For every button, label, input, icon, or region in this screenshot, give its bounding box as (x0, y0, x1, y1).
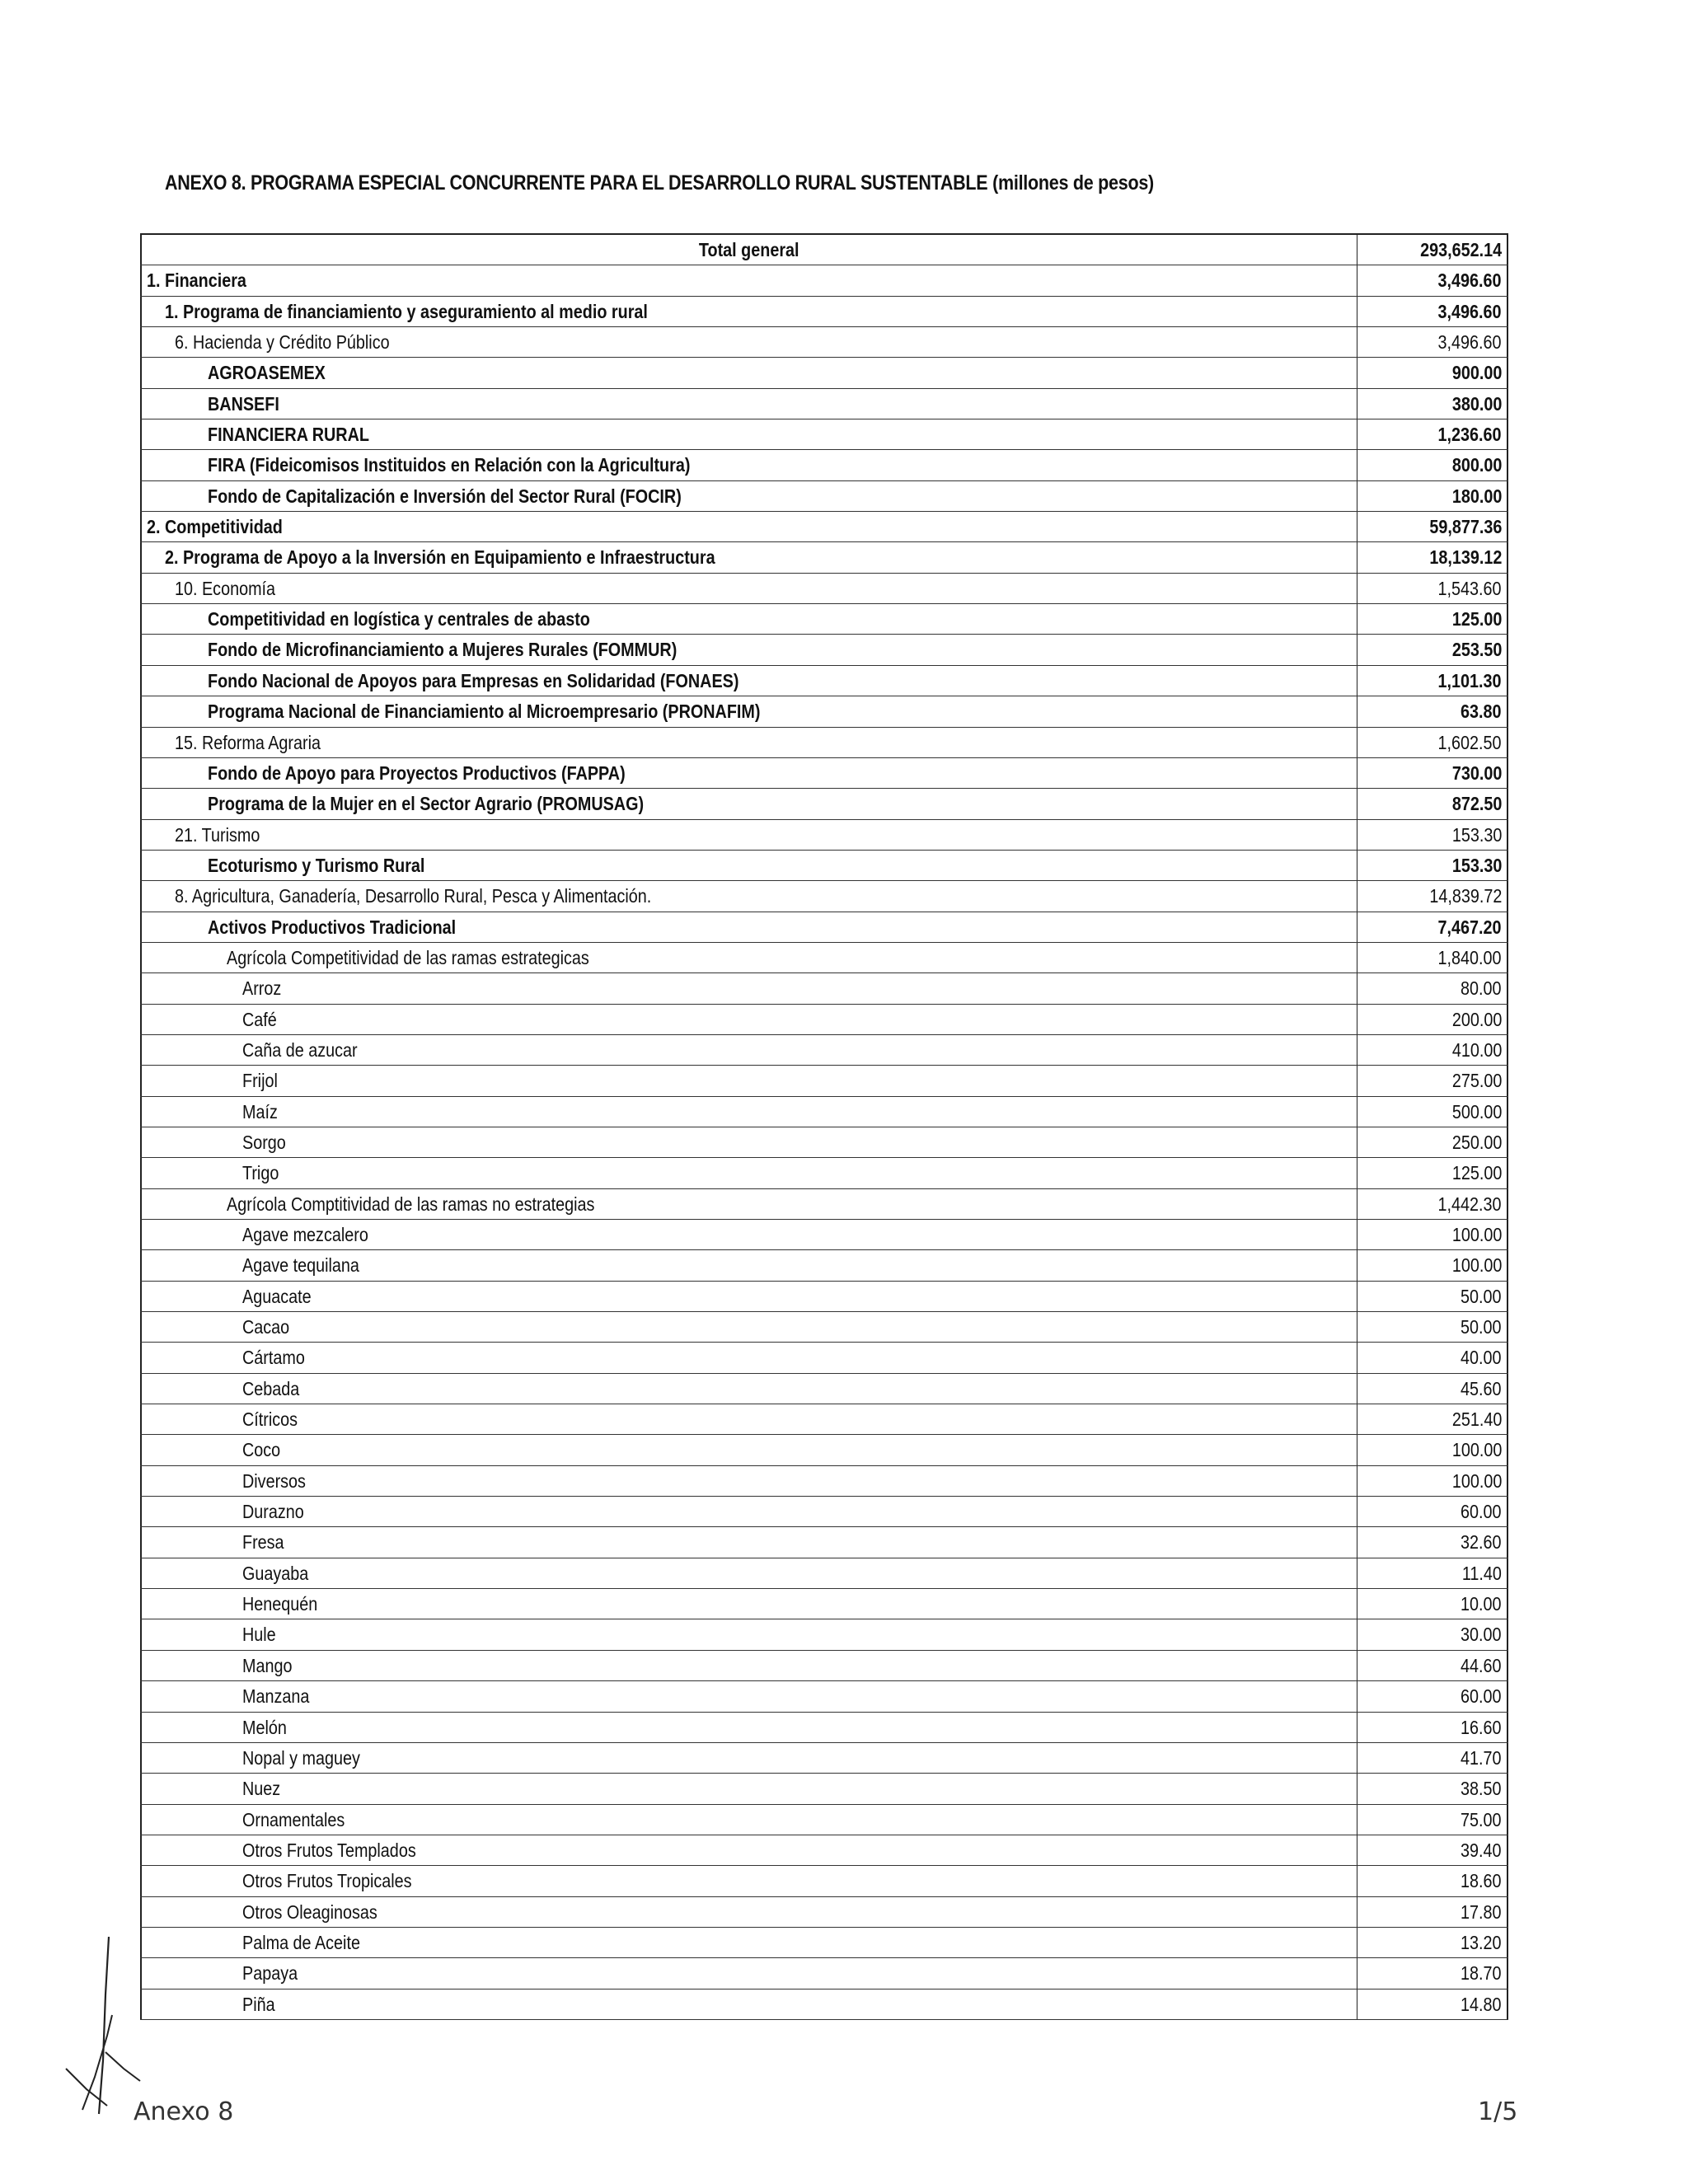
row-label-cell (140, 1990, 1357, 2019)
row-value-cell (1357, 1189, 1508, 1219)
row-value-cell (1357, 1589, 1508, 1619)
row-label-cell (140, 1589, 1357, 1619)
row-label: Mango (242, 1654, 293, 1676)
row-label-cell (140, 1097, 1357, 1127)
row-label-cell (140, 1651, 1357, 1680)
row-label: Henequén (242, 1593, 318, 1615)
row-label-cell (140, 1282, 1357, 1311)
table-row (140, 1005, 1508, 1035)
row-label-cell (140, 696, 1357, 726)
row-label: Cártamo (242, 1347, 305, 1369)
row-value: 7,467.20 (1438, 916, 1502, 938)
row-value-cell (1357, 1835, 1508, 1865)
row-value-cell (1357, 1066, 1508, 1095)
row-label-cell (140, 635, 1357, 664)
table-row (140, 666, 1508, 696)
row-value-cell (1357, 1681, 1508, 1711)
row-value: 100.00 (1451, 1469, 1502, 1492)
row-value: 3,496.60 (1438, 269, 1502, 292)
row-label: AGROASEMEX (208, 362, 326, 384)
row-label-cell (140, 450, 1357, 480)
row-label-cell (140, 1558, 1357, 1588)
row-label: Programa de la Mujer en el Sector Agrario (PROMUSAG) (208, 793, 645, 815)
row-value-cell (1357, 1619, 1508, 1649)
row-label-cell (140, 758, 1357, 788)
row-value: 1,442.30 (1438, 1193, 1502, 1215)
row-value: 200.00 (1451, 1008, 1502, 1030)
row-value: 900.00 (1451, 362, 1502, 384)
row-value-cell (1357, 512, 1508, 541)
row-value: 11.40 (1461, 1562, 1502, 1584)
page-number: 1/5 (1478, 2097, 1518, 2126)
row-label-cell (140, 419, 1357, 449)
row-label: 1. Programa de financiamiento y aseguramiento al medio rural (165, 300, 648, 322)
row-label: Nuez (242, 1778, 281, 1800)
table-row (140, 1066, 1508, 1096)
row-label: Maíz (242, 1100, 278, 1122)
row-value: 3,496.60 (1438, 331, 1502, 354)
table-row (140, 1681, 1508, 1712)
table-row (140, 1619, 1508, 1650)
row-value: 10.00 (1461, 1593, 1502, 1615)
row-label-cell (140, 1774, 1357, 1803)
table-row (140, 881, 1508, 912)
row-label: FIRA (Fideicomisos Instituidos en Relación con la Agricultura) (208, 454, 691, 476)
row-value-cell (1357, 1404, 1508, 1434)
table-row (140, 1558, 1508, 1589)
row-label: Activos Productivos Tradicional (208, 916, 457, 938)
row-value: 275.00 (1451, 1070, 1502, 1092)
table-row (140, 1958, 1508, 1989)
row-value: 40.00 (1461, 1347, 1502, 1369)
table-row (140, 728, 1508, 758)
row-value: 41.70 (1461, 1746, 1502, 1769)
row-value: 18.70 (1461, 1962, 1502, 1985)
table-row (140, 1158, 1508, 1188)
row-label-cell (140, 1005, 1357, 1034)
row-label: Coco (242, 1439, 281, 1461)
row-value: 153.30 (1451, 823, 1502, 846)
row-label: Competitividad en logística y centrales de abasto (208, 608, 590, 630)
row-label: Total general (699, 239, 799, 260)
row-value: 250.00 (1451, 1131, 1502, 1153)
row-value-cell (1357, 973, 1508, 1003)
row-value-cell (1357, 881, 1508, 911)
row-label-cell (140, 574, 1357, 603)
row-value-cell (1357, 943, 1508, 972)
table-row (140, 1651, 1508, 1681)
row-value: 60.00 (1461, 1501, 1502, 1523)
row-label-cell (140, 235, 1357, 265)
row-value-cell (1357, 1343, 1508, 1372)
row-label-cell (140, 728, 1357, 757)
row-value-cell (1357, 542, 1508, 572)
row-label: Otros Frutos Templados (242, 1839, 416, 1861)
row-label: Cacao (242, 1316, 290, 1338)
table-row (140, 1713, 1508, 1743)
row-label-cell (140, 1681, 1357, 1711)
row-value-cell (1357, 1558, 1508, 1588)
row-value: 293,652.14 (1419, 239, 1502, 260)
table-row (140, 1497, 1508, 1527)
table-row (140, 1343, 1508, 1373)
row-label: 2. Competitividad (147, 516, 283, 538)
footer-annex-label: Anexo 8 (134, 2097, 234, 2126)
row-label: BANSEFI (208, 392, 279, 415)
table-row (140, 1743, 1508, 1774)
row-label-cell (140, 1220, 1357, 1249)
row-value: 60.00 (1461, 1685, 1502, 1708)
row-value: 125.00 (1451, 1162, 1502, 1184)
table-row (140, 820, 1508, 851)
table-row (140, 1220, 1508, 1250)
row-value: 80.00 (1461, 977, 1502, 1000)
row-value: 730.00 (1451, 762, 1502, 784)
row-label: Papaya (242, 1962, 298, 1985)
row-label-cell (140, 327, 1357, 357)
table-row (140, 1127, 1508, 1158)
row-label-cell (140, 1619, 1357, 1649)
row-label-cell (140, 912, 1357, 942)
row-value-cell (1357, 1312, 1508, 1342)
row-value: 59,877.36 (1428, 516, 1502, 538)
row-label: Fresa (242, 1531, 284, 1554)
row-value: 14.80 (1461, 1993, 1502, 2015)
table-row (140, 604, 1508, 635)
row-label-cell (140, 1158, 1357, 1188)
row-label-cell (140, 1343, 1357, 1372)
row-label: 8. Agricultura, Ganadería, Desarrollo Rural, Pesca y Alimentación. (175, 885, 652, 907)
row-label-cell (140, 604, 1357, 634)
row-value-cell (1357, 789, 1508, 818)
row-label-cell (140, 1035, 1357, 1065)
row-value-cell (1357, 1958, 1508, 1988)
row-value-cell (1357, 758, 1508, 788)
row-value-cell (1357, 450, 1508, 480)
handwritten-signature (58, 1937, 148, 2118)
table-row (140, 1527, 1508, 1558)
row-label: Nopal y maguey (242, 1746, 360, 1769)
row-value-cell (1357, 820, 1508, 850)
row-label-cell (140, 1835, 1357, 1865)
row-value: 1,840.00 (1438, 946, 1502, 968)
row-label: Diversos (242, 1469, 306, 1492)
table-row (140, 1035, 1508, 1066)
row-value-cell (1357, 1928, 1508, 1957)
row-value: 14,839.72 (1428, 885, 1502, 907)
row-value: 500.00 (1451, 1100, 1502, 1122)
row-value-cell (1357, 696, 1508, 726)
row-value-cell (1357, 1651, 1508, 1680)
row-value-cell (1357, 1158, 1508, 1188)
row-label: 21. Turismo (175, 823, 260, 846)
row-value-cell (1357, 1005, 1508, 1034)
table-row (140, 943, 1508, 973)
row-value-cell (1357, 728, 1508, 757)
row-value-cell (1357, 1497, 1508, 1526)
table-row (140, 696, 1508, 727)
row-value-cell (1357, 265, 1508, 295)
row-label-cell (140, 1527, 1357, 1557)
row-label: Agrícola Comptitividad de las ramas no estrategias (227, 1193, 595, 1215)
row-value-cell (1357, 297, 1508, 326)
row-label-cell (140, 1958, 1357, 1988)
row-value: 253.50 (1451, 639, 1502, 661)
row-value: 38.50 (1461, 1778, 1502, 1800)
row-label: Guayaba (242, 1562, 309, 1584)
row-label: Ornamentales (242, 1808, 345, 1830)
row-value: 18,139.12 (1428, 546, 1502, 569)
table-row (140, 1928, 1508, 1958)
row-label: Fondo de Microfinanciamiento a Mujeres Rurales (FOMMUR) (208, 639, 678, 661)
row-value-cell (1357, 635, 1508, 664)
row-label-cell (140, 1805, 1357, 1835)
row-label: Agave mezcalero (242, 1224, 368, 1245)
row-value-cell (1357, 666, 1508, 696)
row-label: Caña de azucar (242, 1038, 358, 1061)
table-row (140, 851, 1508, 881)
row-label: 2. Programa de Apoyo a la Inversión en Equipamiento e Infraestructura (165, 546, 715, 569)
row-value-cell (1357, 1990, 1508, 2019)
row-label: Sorgo (242, 1131, 286, 1153)
table-row (140, 635, 1508, 665)
row-label: Hule (242, 1624, 276, 1646)
row-label: Piña (242, 1993, 275, 2015)
row-value-cell (1357, 1097, 1508, 1127)
row-label: Café (242, 1008, 277, 1030)
table-row (140, 419, 1508, 450)
row-value: 180.00 (1451, 485, 1502, 507)
row-label-cell (140, 973, 1357, 1003)
table-row (140, 450, 1508, 480)
row-label-cell (140, 1866, 1357, 1896)
row-value-cell (1357, 1127, 1508, 1157)
budget-table (140, 233, 1508, 2020)
row-label-cell (140, 358, 1357, 387)
row-value: 251.40 (1451, 1408, 1502, 1431)
row-value: 75.00 (1461, 1808, 1502, 1830)
row-value: 13.20 (1461, 1931, 1502, 1953)
row-label-cell (140, 1435, 1357, 1465)
row-value-cell (1357, 235, 1508, 265)
row-value-cell (1357, 1220, 1508, 1249)
row-value: 100.00 (1451, 1439, 1502, 1461)
row-label: Arroz (242, 977, 282, 1000)
row-label-cell (140, 1127, 1357, 1157)
table-row (140, 297, 1508, 327)
row-value-cell (1357, 1774, 1508, 1803)
row-value: 1,543.60 (1438, 577, 1502, 599)
row-value: 3,496.60 (1438, 300, 1502, 322)
row-value-cell (1357, 851, 1508, 880)
row-label: Cítricos (242, 1408, 298, 1431)
row-label-cell (140, 1312, 1357, 1342)
row-label-cell (140, 1189, 1357, 1219)
row-label: Fondo de Apoyo para Proyectos Productivos (FAPPA) (208, 762, 626, 784)
row-value-cell (1357, 604, 1508, 634)
row-value-cell (1357, 1466, 1508, 1496)
row-label-cell (140, 1466, 1357, 1496)
row-label-cell (140, 297, 1357, 326)
row-value: 1,101.30 (1438, 669, 1502, 691)
row-label: Manzana (242, 1685, 310, 1708)
row-label-cell (140, 1497, 1357, 1526)
table-row (140, 1589, 1508, 1619)
table-row (140, 758, 1508, 789)
table-row (140, 789, 1508, 819)
row-label: Cebada (242, 1377, 300, 1399)
row-label-cell (140, 481, 1357, 511)
table-row (140, 389, 1508, 419)
row-value-cell (1357, 1374, 1508, 1404)
row-label: Agave tequilana (242, 1254, 359, 1277)
row-value: 50.00 (1461, 1316, 1502, 1338)
row-label-cell (140, 265, 1357, 295)
row-label: Aguacate (242, 1285, 312, 1307)
row-label: Ecoturismo y Turismo Rural (208, 854, 425, 876)
table-row (140, 1404, 1508, 1435)
table-row (140, 542, 1508, 573)
row-value: 30.00 (1461, 1624, 1502, 1646)
row-value-cell (1357, 327, 1508, 357)
row-label-cell (140, 1928, 1357, 1957)
row-label: Programa Nacional de Financiamiento al Microempresario (PRONAFIM) (208, 701, 761, 723)
row-label-cell (140, 943, 1357, 972)
row-value: 63.80 (1461, 701, 1502, 723)
row-label-cell (140, 881, 1357, 911)
table-row (140, 1189, 1508, 1220)
row-label-cell (140, 1897, 1357, 1927)
row-label-cell (140, 389, 1357, 419)
row-value: 16.60 (1461, 1716, 1502, 1738)
row-label-cell (140, 820, 1357, 850)
row-label: 6. Hacienda y Crédito Público (175, 331, 390, 354)
row-label-cell (140, 1374, 1357, 1404)
row-value-cell (1357, 1435, 1508, 1465)
row-value: 39.40 (1461, 1839, 1502, 1861)
row-value-cell (1357, 1897, 1508, 1927)
row-label: Melón (242, 1716, 287, 1738)
row-label-cell (140, 1066, 1357, 1095)
row-label-cell (140, 789, 1357, 818)
table-row (140, 1435, 1508, 1465)
row-value-cell (1357, 419, 1508, 449)
row-value: 380.00 (1451, 392, 1502, 415)
row-label-cell (140, 542, 1357, 572)
table-row (140, 265, 1508, 296)
row-value-cell (1357, 1527, 1508, 1557)
row-value: 1,602.50 (1438, 731, 1502, 753)
table-row (140, 1990, 1508, 2020)
row-label-cell (140, 1404, 1357, 1434)
row-label: Palma de Aceite (242, 1931, 360, 1953)
row-value: 153.30 (1451, 854, 1502, 876)
row-value-cell (1357, 574, 1508, 603)
row-value-cell (1357, 481, 1508, 511)
row-value-cell (1357, 1250, 1508, 1280)
table-row (140, 1250, 1508, 1281)
row-value-cell (1357, 1866, 1508, 1896)
row-label: Otros Oleaginosas (242, 1900, 377, 1923)
table-row (140, 1866, 1508, 1896)
table-row (140, 358, 1508, 388)
row-value-cell (1357, 389, 1508, 419)
row-label: FINANCIERA RURAL (208, 424, 369, 446)
table-row (140, 1774, 1508, 1804)
row-label: Trigo (242, 1162, 279, 1184)
table-row (140, 574, 1508, 604)
row-value: 125.00 (1451, 608, 1502, 630)
row-label-cell (140, 1713, 1357, 1742)
table-row (140, 973, 1508, 1004)
table-row (140, 481, 1508, 512)
table-row (140, 1897, 1508, 1928)
row-value-cell (1357, 1743, 1508, 1773)
row-value: 800.00 (1451, 454, 1502, 476)
row-label: 10. Economía (175, 577, 276, 599)
row-value: 410.00 (1451, 1038, 1502, 1061)
row-label-cell (140, 1250, 1357, 1280)
row-label-cell (140, 666, 1357, 696)
row-label: Fondo de Capitalización e Inversión del Sector Rural (FOCIR) (208, 485, 682, 507)
row-value: 100.00 (1451, 1254, 1502, 1277)
row-value: 17.80 (1461, 1900, 1502, 1923)
row-value: 32.60 (1461, 1531, 1502, 1554)
table-row (140, 1466, 1508, 1497)
row-label: 1. Financiera (147, 269, 246, 292)
row-label: Otros Frutos Tropicales (242, 1870, 412, 1892)
table-row (140, 327, 1508, 358)
document-title: ANEXO 8. PROGRAMA ESPECIAL CONCURRENTE PARA EL DESARROLLO RURAL SUSTENTABLE (millones de pesos) (165, 171, 1154, 194)
table-row (140, 235, 1508, 265)
table-row (140, 512, 1508, 542)
table-row (140, 1282, 1508, 1312)
row-label: Durazno (242, 1501, 304, 1523)
table-row (140, 1312, 1508, 1343)
row-value: 18.60 (1461, 1870, 1502, 1892)
row-value-cell (1357, 1805, 1508, 1835)
table-row (140, 1805, 1508, 1835)
row-label-cell (140, 1743, 1357, 1773)
row-label-cell (140, 851, 1357, 880)
row-value: 1,236.60 (1438, 424, 1502, 446)
row-value-cell (1357, 358, 1508, 387)
table-row (140, 1374, 1508, 1404)
row-value-cell (1357, 1035, 1508, 1065)
row-value: 100.00 (1451, 1224, 1502, 1245)
row-value: 50.00 (1461, 1285, 1502, 1307)
row-label-cell (140, 512, 1357, 541)
row-value-cell (1357, 912, 1508, 942)
row-value: 872.50 (1451, 793, 1502, 815)
row-value-cell (1357, 1713, 1508, 1742)
row-label: 15. Reforma Agraria (175, 731, 321, 753)
row-label: Frijol (242, 1070, 278, 1092)
row-value: 44.60 (1461, 1654, 1502, 1676)
table-row (140, 1097, 1508, 1127)
table-row (140, 912, 1508, 943)
row-label: Fondo Nacional de Apoyos para Empresas en Solidaridad (FONAES) (208, 669, 739, 691)
row-value-cell (1357, 1282, 1508, 1311)
row-label: Agrícola Competitividad de las ramas estrategicas (227, 946, 589, 968)
row-value: 45.60 (1461, 1377, 1502, 1399)
table-row (140, 1835, 1508, 1866)
